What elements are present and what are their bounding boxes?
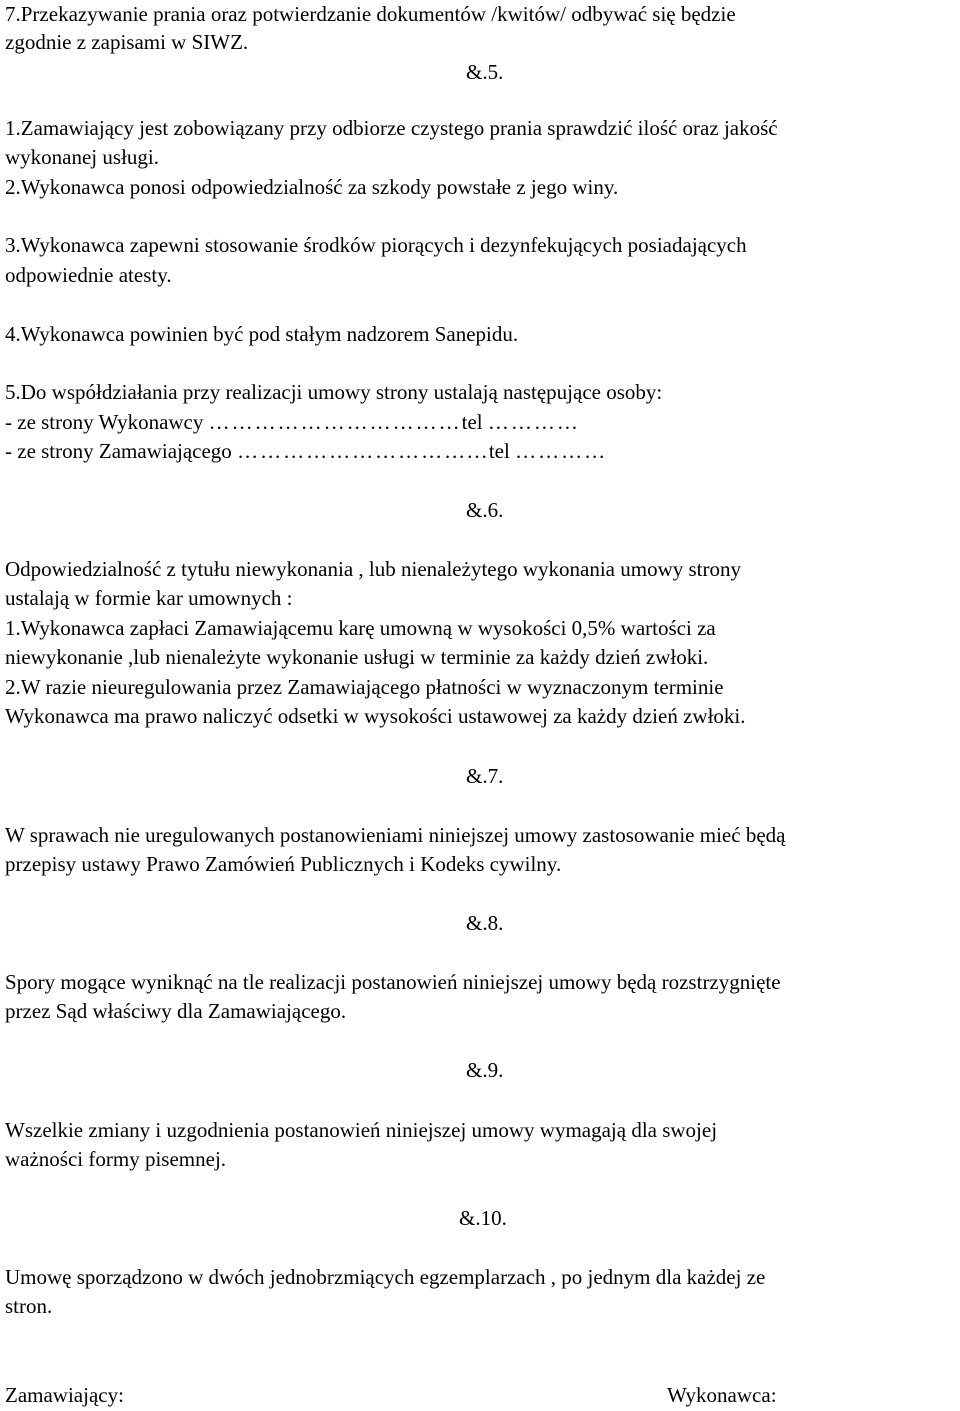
- s7-line-1: W sprawach nie uregulowanych postanowieniami niniejszej umowy zastosowanie mieć będą: [5, 823, 786, 847]
- contractor-contact-label: - ze strony Wykonawcy: [5, 410, 204, 434]
- section-9-heading: &.9.: [466, 1058, 504, 1082]
- client-signature-label: Zamawiający:: [5, 1383, 124, 1407]
- contractor-name-blank: ……………………………: [208, 410, 462, 434]
- item-7-line-1: 7.Przekazywanie prania oraz potwierdzanie dokumentów /kwitów/ odbywać się będzie: [5, 2, 736, 26]
- contractor-contact-row: [5, 410, 580, 434]
- s5-item-2: 2.Wykonawca ponosi odpowiedzialność za szkody powstałe z jego winy.: [5, 175, 619, 199]
- section-8-heading: &.8.: [466, 911, 504, 935]
- s8-line-2: przez Sąd właściwy dla Zamawiającego.: [5, 999, 347, 1023]
- s6-item-2-line-1: 2.W razie nieuregulowania przez Zamawiającego płatności w wyznaczonym terminie: [5, 675, 724, 699]
- s6-intro-line-2: ustalają w formie kar umownych :: [5, 586, 293, 610]
- s10-line-2: stron.: [5, 1294, 53, 1318]
- s5-item-4: 4.Wykonawca powinien być pod stałym nadzorem Sanepidu.: [5, 322, 519, 346]
- s7-line-2: przepisy ustawy Prawo Zamówień Publicznych i Kodeks cywilny.: [5, 852, 562, 876]
- s6-intro-line-1: Odpowiedzialność z tytułu niewykonania , lub nienależytego wykonania umowy strony: [5, 557, 741, 581]
- section-5-heading: &.5.: [466, 60, 504, 84]
- s5-item-3-line-1: 3.Wykonawca zapewni stosowanie środków piorących i dezynfekujących posiadających: [5, 233, 747, 257]
- s6-item-2-line-2: Wykonawca ma prawo naliczyć odsetki w wysokości ustawowej za każdy dzień zwłoki.: [5, 704, 746, 728]
- s9-line-2: ważności formy pisemnej.: [5, 1147, 227, 1171]
- contractor-signature-label: Wykonawca:: [667, 1383, 777, 1407]
- client-tel-blank: …………: [515, 439, 608, 463]
- s9-line-1: Wszelkie zmiany i uzgodnienia postanowień niniejszej umowy wymagają dla swojej: [5, 1118, 718, 1142]
- contractor-tel-label: tel: [461, 410, 483, 434]
- client-tel-label: tel: [488, 439, 510, 463]
- client-name-blank: …………………………...: [237, 439, 489, 463]
- s5-item-3-line-2: odpowiednie atesty.: [5, 263, 172, 287]
- s5-item-1-line-2: wykonanej usługi.: [5, 145, 159, 169]
- client-contact-row: [5, 439, 607, 463]
- item-7-line-2: zgodnie z zapisami w SIWZ.: [5, 30, 249, 54]
- s10-line-1: Umowę sporządzono w dwóch jednobrzmiących egzemplarzach , po jednym dla każdej ze: [5, 1265, 766, 1289]
- section-6-heading: &.6.: [466, 498, 504, 522]
- s6-item-1-line-2: niewykonanie ,lub nienależyte wykonanie usługi w terminie za każdy dzień zwłoki.: [5, 645, 709, 669]
- s8-line-1: Spory mogące wyniknąć na tle realizacji postanowień niniejszej umowy będą rozstrzygnięte: [5, 970, 781, 994]
- client-contact-label: - ze strony Zamawiającego: [5, 439, 232, 463]
- section-7-heading: &.7.: [466, 764, 504, 788]
- s5-item-5: 5.Do współdziałania przy realizacji umowy strony ustalają następujące osoby:: [5, 380, 663, 404]
- s5-item-1-line-1: 1.Zamawiający jest zobowiązany przy odbiorze czystego prania sprawdzić ilość oraz jakość: [5, 116, 778, 140]
- contractor-tel-blank: …………: [487, 410, 580, 434]
- s6-item-1-line-1: 1.Wykonawca zapłaci Zamawiającemu karę umowną w wysokości 0,5% wartości za: [5, 616, 716, 640]
- section-10-heading: &.10.: [459, 1206, 507, 1230]
